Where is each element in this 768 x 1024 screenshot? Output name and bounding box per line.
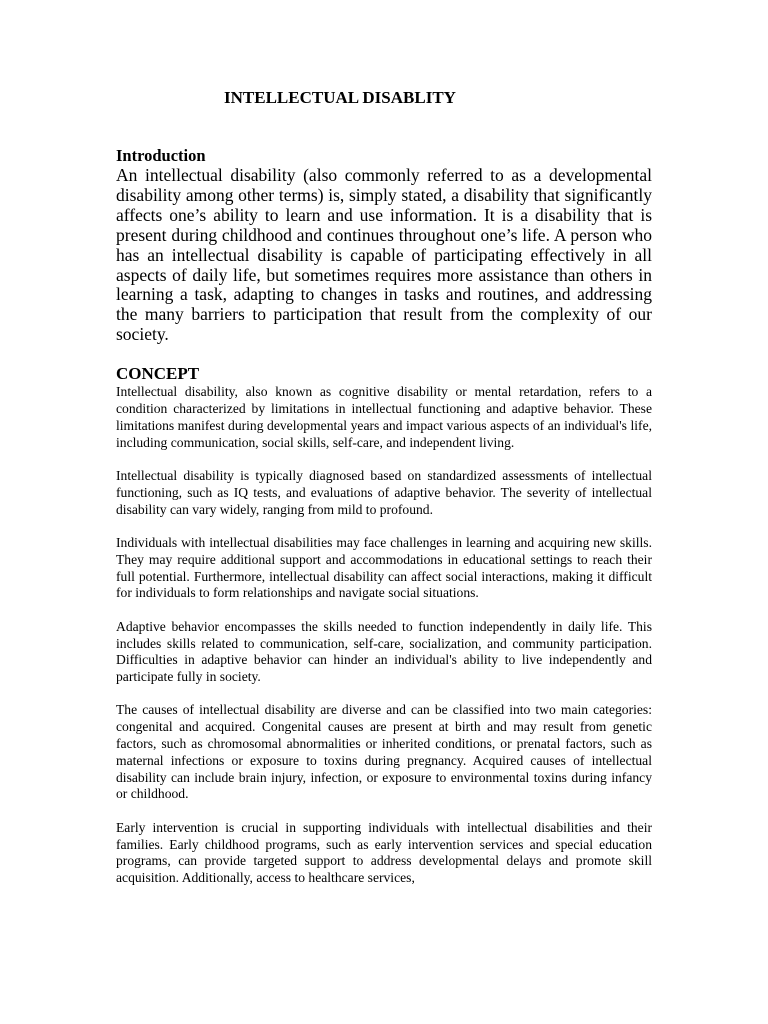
document-title: INTELLECTUAL DISABLITY bbox=[224, 88, 456, 107]
concept-paragraph-early-intervention: Early intervention is crucial in supporting individuals with intellectual disabilities and their families. Early childhood programs, such as early intervention services and special education programs, can provide targeted support to address developmental delays and promote skill acquisition. Additionally, access to healthcare services, bbox=[116, 819, 652, 886]
concept-paragraph-diagnosis: Intellectual disability is typically diagnosed based on standardized assessments of intellectual functioning, such as IQ tests, and evaluations of adaptive behavior. The severity of intellectual disability can vary widely, ranging from mild to profound. bbox=[116, 467, 652, 517]
concept-paragraph-definition: Intellectual disability, also known as cognitive disability or mental retardation, refers to a condition characterized by limitations in intellectual functioning and adaptive behavior. These limitations manifest during developmental years and impact various aspects of an individual's life, including communication, social skills, self-care, and independent living. bbox=[116, 384, 652, 450]
concept-paragraph-causes: The causes of intellectual disability are diverse and can be classified into two main categories: congenital and acquired. Congenital causes are present at birth and may result from genetic factors, such as chromosomal abnormalities or inherited conditions, or prenatal factors, such as maternal infections or exposure to toxins during pregnancy. Acquired causes of intellectual disability can include brain injury, infection, or exposure to environmental toxins during infancy or childhood. bbox=[116, 702, 652, 802]
introduction-paragraph: An intellectual disability (also commonly referred to as a developmental disability among other terms) is, simply stated, a disability that significantly affects one’s ability to learn and use information. It is a disability that is present during childhood and continues throughout one’s life. A person who has an intellectual disability is capable of participating effectively in all aspects of daily life, but sometimes requires more assistance than others in learning a task, adapting to changes in tasks and routines, and addressing the many barriers to participation that result from the complexity of our society. bbox=[116, 165, 652, 345]
document-body bbox=[116, 146, 652, 887]
concept-paragraph-adaptive-behavior: Adaptive behavior encompasses the skills needed to function independently in daily life. This includes skills related to communication, self-care, socialization, and community participation. Difficulties in adaptive behavior can hinder an individual's ability to live independently and participate fully in society. bbox=[116, 618, 652, 685]
introduction-heading: Introduction bbox=[116, 146, 206, 165]
concept-paragraph-challenges: Individuals with intellectual disabilities may face challenges in learning and acquiring new skills. They may require additional support and accommodations in educational settings to reach their full potential. Furthermore, intellectual disability can affect social interactions, making it difficult for individuals to form relationships and navigate social situations. bbox=[116, 534, 652, 601]
concept-heading: CONCEPT bbox=[116, 364, 200, 384]
